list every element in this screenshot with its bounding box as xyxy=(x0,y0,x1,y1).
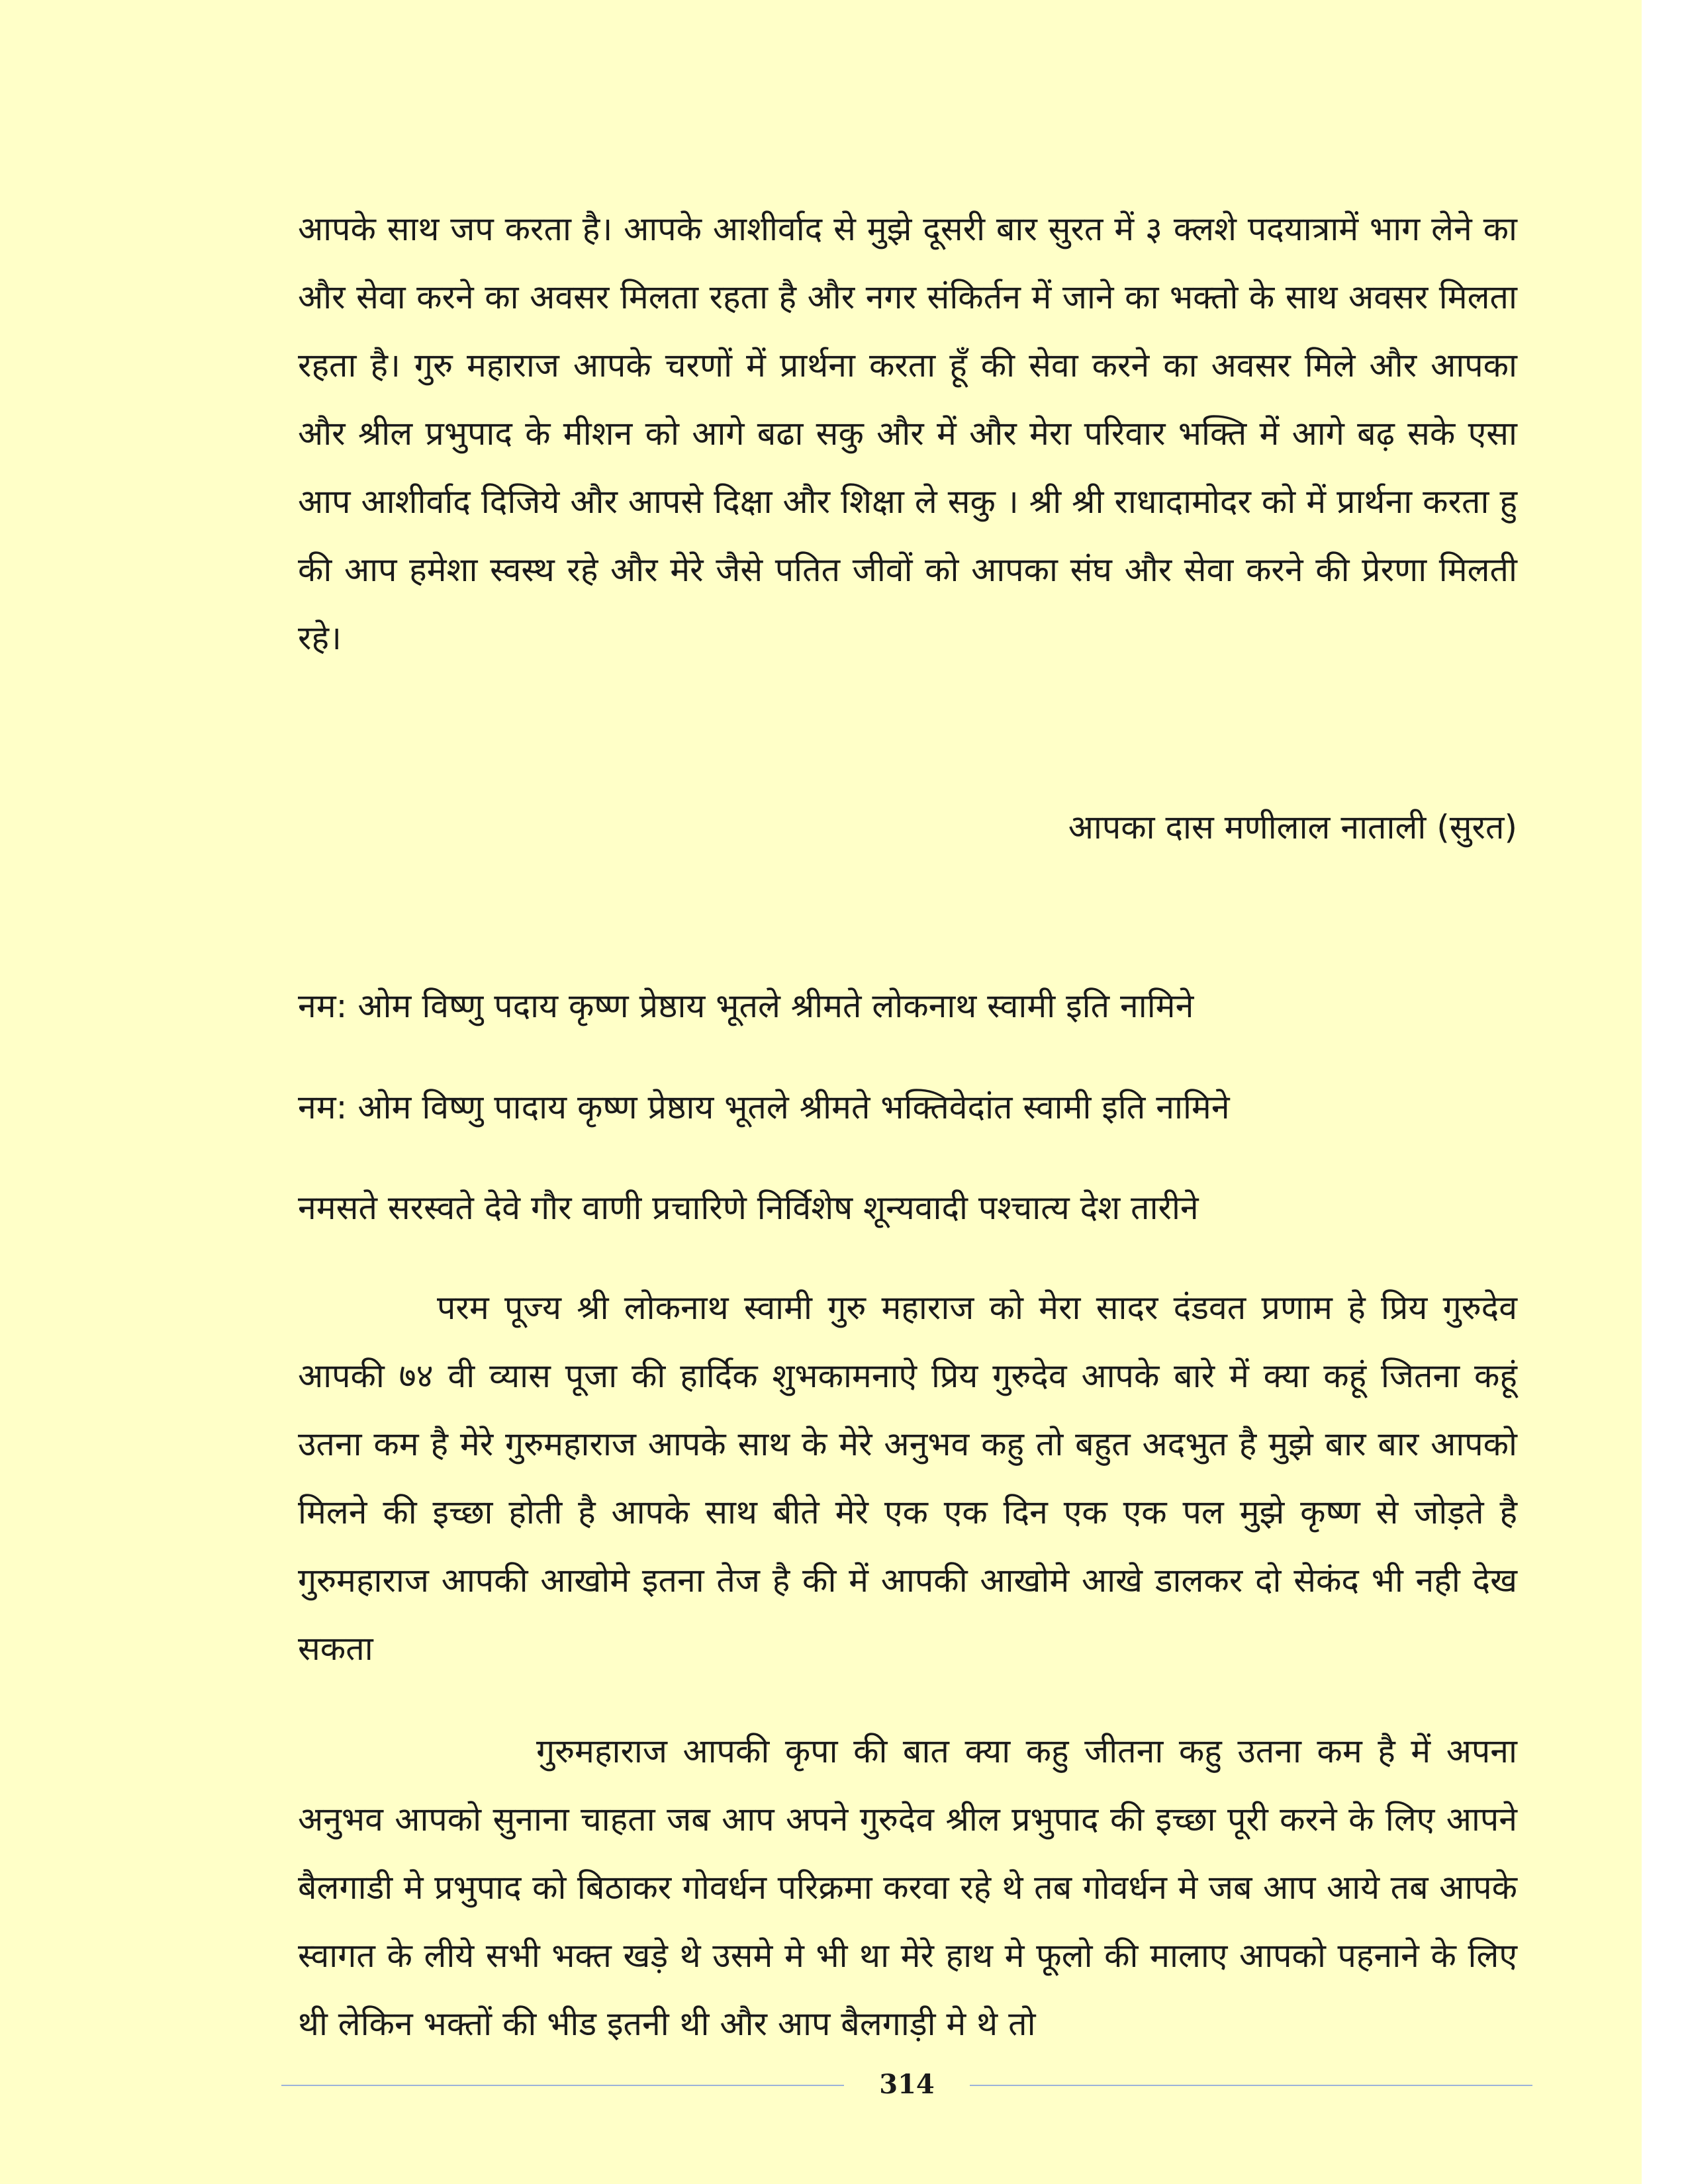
footer-rule-right xyxy=(970,2085,1532,2086)
page-footer xyxy=(281,2065,1532,2105)
footer-rule-left xyxy=(281,2085,844,2086)
signature-line: आपका दास मणीलाल नाताली (सुरत) xyxy=(1068,808,1517,846)
paragraph-experience: गुरुमहाराज आपकी कृपा की बात क्या कहु जीतना कहु उतना कम है में अपना अनुभव आपको सुनाना चाहता जब आप अपने गुरुदेव श्रील प्रभुपाद की इच्छा पूरी करने के लिए आपने बैलगाडी मे प्रभुपाद को बिठाकर गोवर्धन परिक्रमा करवा रहे थे तब गोवर्धन मे जब आप आये तब आपके स्वागत के लीये सभी भक्त खड़े थे उसमे मे भी था मेरे हाथ मे फूलो की मालाए आपको पहनाने के लिए थी लेकिन भक्तों की भीड इतनी थी और आप बैलगाड़ी मे थे तो xyxy=(298,1732,1517,2043)
page-number: 314 xyxy=(879,2069,935,2100)
paragraph-continuation: आपके साथ जप करता है। आपके आशीर्वाद से मुझे दूसरी बार सुरत में ३ क्लशे पदयात्रामें भाग लेने का और सेवा करने का अवसर मिलता रहता है और नगर संकिर्तन में जाने का भक्तो के साथ अवसर मिलता रहता है। गुरु महाराज आपके चरणों में प्रार्थना करता हूँ की सेवा करने का अवसर मिले और आपका और श्रील प्रभुपाद के मीशन को आगे बढा सकु और में और मेरा परिवार भक्ति में आगे बढ़ सके एसा आप आशीर्वाद दिजिये और आपसे दिक्षा और शिक्षा ले सकु । श्री श्री राधादामोदर को में प्रार्थना करता हु की आप हमेशा स्वस्थ रहे और मेरे जैसे पतित जीवों को आपका संघ और सेवा करने की प्रेरणा मिलती रहे। xyxy=(298,210,1517,657)
paragraph-greeting: परम पूज्य श्री लोकनाथ स्वामी गुरु महाराज को मेरा सादर दंडवत प्रणाम हे प्रिय गुरुदेव आपकी ७४ वी व्यास पूजा की हार्दिक शुभकामनाऐ प्रिय गुरुदेव आपके बारे में क्या कहूं जितना कहूं उतना कम है मेरे गुरुमहाराज आपके साथ के मेरे अनुभव कहु तो बहुत अदभुत है मुझे बार बार आपको मिलने की इच्छा होती है आपके साथ बीते मेरे एक एक दिन एक एक पल मुझे कृष्ण से जोड़ते है गुरुमहाराज आपकी आखोमे इतना तेज है की में आपकी आखोमे आखे डालकर दो सेकंद भी नही देख सकता xyxy=(298,1289,1517,1668)
mantra-line-3: नमसते सरस्वते देवे गौर वाणी प्रचारिणे निर्विशेष शून्यवादी पश्चात्य देश तारीने xyxy=(298,1189,1199,1227)
mantra-line-1: नम: ओम विष्णु पदाय कृष्ण प्रेष्ठाय भूतले श्रीमते लोकनाथ स्वामी इति नामिने xyxy=(298,987,1194,1025)
mantra-line-2: नम: ओम विष्णु पादाय कृष्ण प्रेष्ठाय भूतले श्रीमते भक्तिवेदांत स्वामी इति नामिने xyxy=(298,1088,1230,1126)
